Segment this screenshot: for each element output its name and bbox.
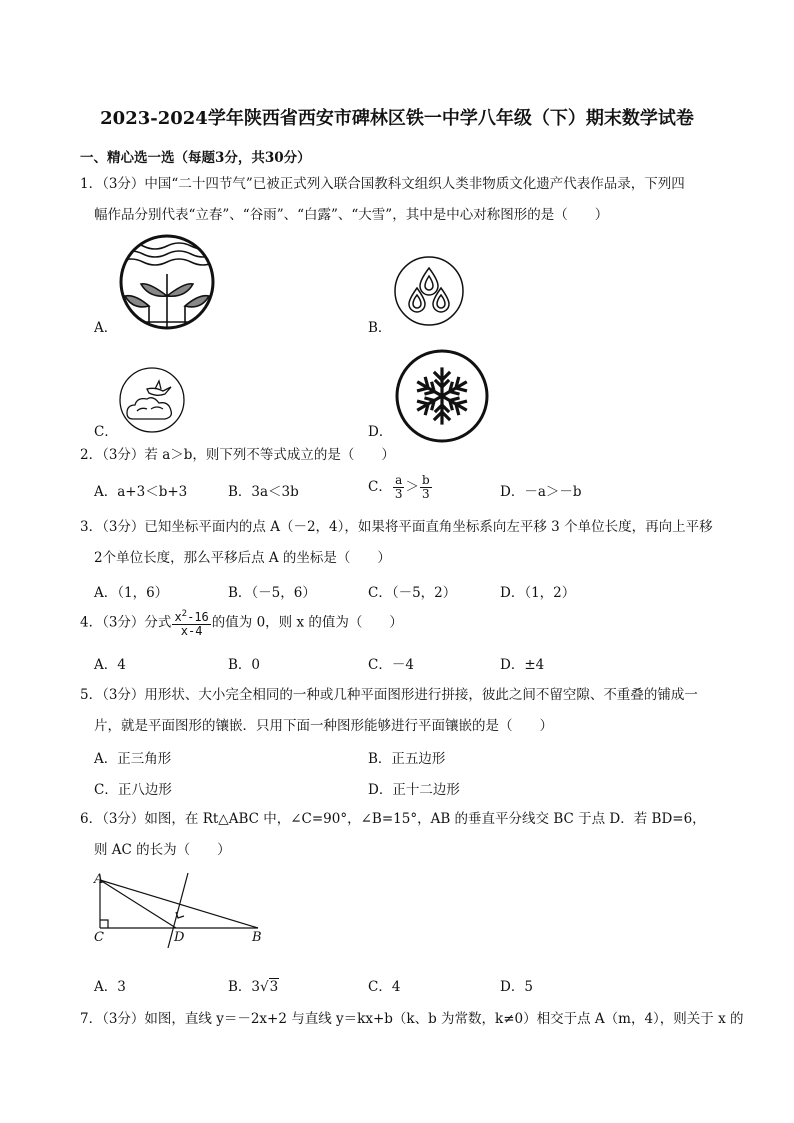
- q4-stem-post: 的值为 0，则 x 的值为（ ）: [211, 614, 403, 631]
- q5-stem-line2: 片，就是平面图形的镶嵌．只用下面一种图形能够进行平面镶嵌的是（ ）: [94, 718, 553, 734]
- q6-stem-line2: 则 AC 的长为（ ）: [94, 842, 231, 858]
- q6-option-c: C．4: [368, 979, 401, 995]
- q6-option-b: [228, 975, 279, 995]
- q2-option-a: A．a+3＜b+3: [94, 484, 188, 500]
- q1-option-d: D．: [368, 424, 393, 440]
- q3-option-d: D．（1，2）: [500, 585, 576, 601]
- guyu-figure: [394, 256, 464, 326]
- denominator: 3: [422, 487, 430, 501]
- sqrt-radicand: 3: [269, 979, 279, 995]
- q1-stem-line1: 1．（3分）中国“二十四节气”已被正式列入联合国教科文组织人类非物质文化遗产代表作品录，下列四: [80, 176, 685, 192]
- fraction-expression: [172, 608, 210, 638]
- label-c: C: [94, 930, 104, 945]
- denominator: 3: [394, 487, 403, 501]
- gt-sign: ＞: [405, 479, 419, 495]
- lichun-figure: [119, 234, 215, 330]
- numerator: b: [421, 473, 430, 487]
- q6-stem-line1: 6．（3分）如图，在 Rt△ABC 中，∠C=90°，∠B=15°，AB 的垂直平分线交 BC 于点 D．若 BD=6，: [80, 811, 706, 827]
- sqrt-symbol: √: [260, 979, 269, 995]
- label-a: A: [94, 872, 104, 887]
- q6-option-b-coef: B．3: [228, 979, 261, 995]
- q5-option-d: D．正十二边形: [368, 782, 460, 798]
- q2-option-c-label: C．: [368, 479, 392, 495]
- label-d: D: [174, 930, 185, 945]
- q2-option-c: [368, 474, 433, 501]
- q1-option-a: A．: [94, 320, 118, 336]
- bailu-figure: [119, 367, 185, 433]
- page-title: 2023-2024学年陕西省西安市碑林区铁一中学八年级（下）期末数学试卷: [100, 108, 694, 129]
- q1-option-b: B．: [368, 320, 392, 336]
- q2-option-d: D．－a＞－b: [500, 484, 582, 500]
- q2-option-b: B．3a＜3b: [228, 484, 299, 500]
- label-b: B: [252, 930, 262, 945]
- fraction-b-over-3: [420, 474, 432, 501]
- q5-option-a: A．正三角形: [94, 751, 172, 767]
- q4-option-a: A．4: [94, 657, 126, 673]
- q4-option-d: D．±4: [500, 657, 545, 673]
- fraction-a-over-3: [393, 474, 405, 501]
- q3-option-c: C．（－5，2）: [368, 585, 457, 601]
- q7-stem-line1: 7．（3分）如图，直线 y＝－2x+2 与直线 y＝kx+b（k、b 为常数，k≠0）相交于点 A（m，4），则关于 x 的: [80, 1011, 744, 1027]
- q1-option-c: C．: [94, 424, 118, 440]
- q5-stem-line1: 5．（3分）用形状、大小完全相同的一种或几种平面图形进行拼接，彼此之间不留空隙、不重叠的铺成一: [80, 687, 698, 703]
- denominator: x-4: [180, 624, 203, 638]
- q4-stem-pre: 4．（3分）分式: [80, 614, 172, 631]
- q5-option-b: B．正五边形: [368, 751, 446, 767]
- q6-option-d: D．5: [500, 979, 533, 995]
- q4-stem: [80, 608, 403, 638]
- q3-stem-line1: 3．（3分）已知坐标平面内的点 A（－2，4），如果将平面直角坐标系向左平移 3 个单位长度，再向上平移: [80, 519, 713, 535]
- daxue-figure: [395, 349, 489, 443]
- section-heading: 一、精心选一选（每题3分，共30分）: [80, 150, 311, 166]
- numerator: $x^2-16$: [174, 609, 209, 624]
- q6-option-a: A．3: [94, 979, 126, 995]
- q4-option-b: B．0: [228, 657, 261, 673]
- q1-stem-line2: 幅作品分别代表“立春”、“谷雨”、“白露”、“大雪”，其中是中心对称图形的是（ ）: [94, 207, 609, 223]
- q3-option-b: B．（－5，6）: [228, 585, 316, 601]
- q3-option-a: A．（1，6）: [94, 585, 169, 601]
- q3-stem-line2: 2个单位长度，那么平移后点 A 的坐标是（ ）: [94, 550, 391, 566]
- numerator: a: [393, 474, 405, 488]
- q2-stem: 2．（3分）若 a＞b，则下列不等式成立的是（ ）: [80, 447, 395, 463]
- q4-option-c: C．－4: [368, 657, 414, 673]
- q5-option-c: C．正八边形: [94, 782, 172, 798]
